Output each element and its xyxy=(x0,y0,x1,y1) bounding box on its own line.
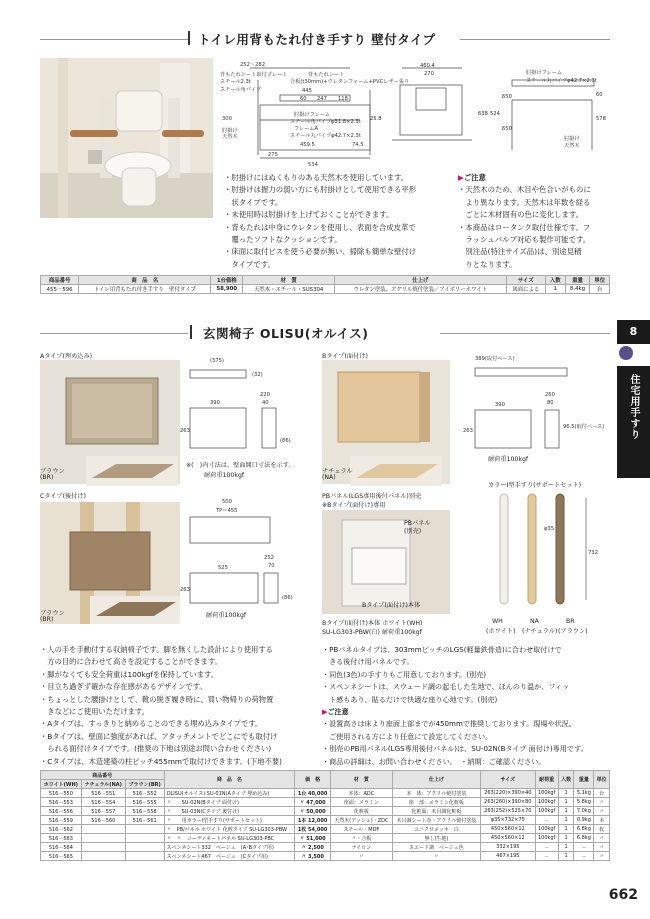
feature-line: ・肘掛けにはぬくもりのある天然木を使用しています。 xyxy=(224,173,409,182)
table-cell: 台 xyxy=(590,285,610,294)
table-row xyxy=(41,843,610,852)
table-row xyxy=(41,807,610,816)
dimB-0: 389(取付ベース) xyxy=(475,356,515,362)
dim-side-7: 60 xyxy=(300,96,307,102)
section2-feature-list-right xyxy=(322,644,588,768)
table-cell: ナイロン xyxy=(331,843,393,852)
table-cell: 図面による xyxy=(506,285,545,294)
typeB-load: 耐荷重100kgf xyxy=(488,456,529,463)
note-line: ご使用される方により任意にて設定してください。 xyxy=(322,731,493,741)
typeA-load: 耐荷重100kgf xyxy=(204,472,245,479)
dimB-4: 96.5(取付ベース) xyxy=(563,424,605,430)
table-cell: － xyxy=(535,843,558,852)
pb-callout2: Bタイプ(面付け)本体 xyxy=(362,602,421,609)
notes-heading: ▶ご注意 xyxy=(458,173,486,182)
table-cell: 本 体：アクリル焼付塗装 xyxy=(392,789,480,798)
typeA-open-photo xyxy=(86,456,178,486)
table-cell: 無し(生地) xyxy=(392,834,480,843)
table-cell: 天然木(アッシュ)・ZDC xyxy=(331,816,393,825)
section2-table-body xyxy=(41,789,610,861)
table-cell: 516－556 xyxy=(41,807,82,816)
col-header: 入数 xyxy=(558,771,574,789)
table-cell: 1 xyxy=(558,834,574,843)
table-cell: 本体：ADC xyxy=(331,789,393,798)
table-cell: 〃 3,500 xyxy=(295,852,331,861)
dim-side-0: 252～282 xyxy=(240,62,265,68)
page-number: 662 xyxy=(608,887,638,903)
front-view-drawing xyxy=(392,60,610,170)
feature-line: ・肘掛けは握力の弱い方にも肘掛けとして使用できる平形 xyxy=(224,185,417,195)
dim-side-5: 合板(t30mm)+ウレタンフォーム+PVCレザー張り xyxy=(290,79,410,85)
table-cell: 100kgf xyxy=(535,825,558,834)
dimC-1: TP＝455 xyxy=(216,508,238,514)
table-cell: 〃 SU-02N(Bタイプ 面付け) xyxy=(164,798,295,807)
table-cell xyxy=(81,852,125,861)
col-header: 重量 xyxy=(574,771,594,789)
col-header: 材 質 xyxy=(331,771,393,789)
typeC-drawing xyxy=(180,495,310,620)
table-cell xyxy=(125,843,164,852)
table-cell: 516－557 xyxy=(81,807,125,816)
table-cell: 〃 xyxy=(331,852,393,861)
table-row xyxy=(41,789,610,798)
chapter-number: 8 xyxy=(617,320,650,344)
feature-line: タイプです。 xyxy=(224,259,275,269)
typeA-color: ブラウン xyxy=(40,468,65,475)
dimA-2: 390 xyxy=(210,400,220,406)
dim-front-10: 578 xyxy=(596,116,606,122)
table-row xyxy=(41,852,610,861)
col-header: サイズ xyxy=(481,771,535,789)
table-cell: 5.8kg xyxy=(574,798,594,807)
dim-front-4: 肘掛け xyxy=(564,136,580,142)
note-line: ・天然木のため、木目や色合いがものに xyxy=(458,185,591,195)
feature-line: ・目立ち過ぎず確かな存在感があるデザインです。 xyxy=(40,682,207,692)
dimA-1: (32) xyxy=(252,372,263,378)
feature-line: ・床面に取付ビスを使う必要が無い、掃除も簡単な壁付け xyxy=(224,247,417,257)
table-cell: 100kgf xyxy=(535,834,558,843)
feature-line: ト感もあり、貼るだけで快適な座り心地です。(別売) xyxy=(322,694,498,704)
dim-front-3: スチール丸パイプφ42.7×2.3t xyxy=(526,78,597,84)
typeC-color-code: (BR) xyxy=(40,616,54,623)
pb-callout1b: (別売) xyxy=(404,528,422,535)
dim-side-14: スチール角パイプφ31.8×2.3t xyxy=(290,119,361,125)
typeC-label: Cタイプ(後付け) xyxy=(40,493,86,500)
table-cell: 332×195 xyxy=(481,843,535,852)
dimA-3: 220 xyxy=(260,392,270,398)
rail-len: 732 xyxy=(588,550,598,556)
table-cell: 516－563 xyxy=(41,834,82,843)
table-cell: 7.0kg xyxy=(574,807,594,816)
feature-line: ・Cタイプは、木造建築の柱ピッチ455mmで取付けできます。(下地不要) xyxy=(40,756,283,766)
triangle-icon: ▶ xyxy=(458,173,464,182)
dim-side-8: 247 xyxy=(317,96,327,102)
col-header: 1台価格 xyxy=(211,276,243,285)
table-cell: 〃 2,500 xyxy=(295,843,331,852)
table-cell: 台 xyxy=(594,789,610,798)
chapter-tab-label: 住宅用手すり xyxy=(628,374,639,440)
table-cell: 516－565 xyxy=(41,852,82,861)
feature-line: ・ちょっとした腰掛けとして、靴の脱ぎ履き時に、買い物帰りの荷物置 xyxy=(40,694,274,704)
feature-line: きなどにご使用いただけます。 xyxy=(40,707,149,717)
dimB-2: 260 xyxy=(545,392,555,398)
table-cell: 1台 40,000 xyxy=(295,789,331,798)
col-header: ブラウン(BR) xyxy=(125,780,164,789)
col-header: 単位 xyxy=(590,276,610,285)
dimA-6: (86) xyxy=(280,438,291,444)
col-header: 商 品 名 xyxy=(79,276,211,285)
table-cell: 450×560×12 xyxy=(481,834,535,843)
table-cell: 1 xyxy=(558,825,574,834)
title-rule-left xyxy=(40,39,188,40)
table-cell: 455－596 xyxy=(41,285,79,294)
table-cell: 〃 xyxy=(392,852,480,861)
dimB-3: 80 xyxy=(547,400,554,406)
rail-color-na: NA xyxy=(530,618,539,625)
chapter-tab xyxy=(617,366,650,478)
feature-line: ・背もたれは中身にウレタンを使用し、表面を合成皮革で xyxy=(224,222,416,232)
dim-front-9: 650 xyxy=(502,126,512,132)
typeC-open-photo xyxy=(90,596,180,624)
toilet-handrail-photo xyxy=(40,58,213,218)
table-cell: トイレ用背もたれ付き手すり 壁付タイプ xyxy=(79,285,211,294)
col-header: 仕上げ xyxy=(392,771,480,789)
table-cell: 516－558 xyxy=(125,807,164,816)
pb-label: PBパネル(LGS専用後付パネル)別売 xyxy=(322,493,422,500)
dim-side-13: 肘掛けフレーム xyxy=(294,112,331,118)
pb-caption1: Bタイプ(面付け)本体 ホワイト(WH) xyxy=(322,620,423,627)
section1-title: トイレ用背もたれ付き手すり 壁付タイプ xyxy=(198,32,436,47)
table-cell: 化粧板 xyxy=(331,807,393,816)
dimC-2: 525 xyxy=(218,565,228,571)
dim-front-11: 60 xyxy=(596,92,603,98)
dim-side-1: 背もたれシート取付プレート xyxy=(220,72,288,78)
note-line: 別注品(特注サイズ品)は、別途見積 xyxy=(458,247,582,257)
feature-line: 状タイプです。 xyxy=(224,197,283,207)
dimC-5: 263 xyxy=(180,587,190,593)
feature-line: ・同色(3色)の手すりもご用意しております。(別売) xyxy=(322,669,486,679)
table-cell: ユニクロメッキ 白 xyxy=(392,825,480,834)
table-cell xyxy=(81,843,125,852)
dimC-0: 500 xyxy=(222,499,232,505)
table-cell: 467×195 xyxy=(481,852,535,861)
section2-spec-table xyxy=(40,770,610,861)
section2-feature-list-left xyxy=(40,644,282,768)
feature-line: ・脚がなくても安全荷重は100kgfを保持しています。 xyxy=(40,669,219,679)
table-cell: 5.1kg xyxy=(574,789,594,798)
table-cell: 化粧面：木目調化粧板 xyxy=(392,807,480,816)
table-header-row xyxy=(41,771,610,780)
table-cell: 100kgf xyxy=(535,798,558,807)
col-header: ホワイト(WH) xyxy=(41,780,82,789)
table-cell xyxy=(81,825,125,834)
col-header: 仕上げ xyxy=(335,276,506,285)
dim-side-4: 背もたれシート xyxy=(308,72,345,78)
table-cell: 516－551 xyxy=(81,789,125,798)
dim-side-9: 118 xyxy=(338,96,348,102)
table-cell: 450×560×12 xyxy=(481,825,535,834)
table-row xyxy=(41,798,610,807)
table-cell: 1本 12,000 xyxy=(295,816,331,825)
col-header: サイズ xyxy=(506,276,545,285)
typeB-color: ナチュラル xyxy=(322,468,353,475)
dim-side-16: スチール丸パイプφ42.7×2.3t xyxy=(290,133,361,139)
table-cell: 516－554 xyxy=(81,798,125,807)
feature-line: ・スペンネシートは、スウェード調の起毛した生地で、ほんのり温か、フィッ xyxy=(322,682,570,692)
table-cell: 座 部：メラミン化粧板 xyxy=(392,798,480,807)
table-cell: 〃 51,000 xyxy=(295,834,331,843)
col-header: ナチュラル(NA) xyxy=(81,780,125,789)
table-cell: 枚 xyxy=(594,825,610,834)
title-rule-left-2 xyxy=(40,333,188,334)
dim-side-3: スチール角パイプ xyxy=(220,87,262,93)
dimB-5: 263 xyxy=(463,428,473,434)
col-header: 材 質 xyxy=(243,276,335,285)
dimC-4: 70 xyxy=(268,563,275,569)
table-cell: 516－560 xyxy=(81,816,125,825)
dim-side-15: フレームA xyxy=(294,126,319,132)
col-header-group: 商品番号 xyxy=(41,771,165,780)
rail-color-wh: WH xyxy=(492,618,503,625)
note-line: ラッシュバルブ対応も製作可能です。 xyxy=(458,235,591,245)
side-view-drawing xyxy=(220,60,410,170)
table-cell: 516－553 xyxy=(41,798,82,807)
table-cell: 1 xyxy=(558,789,574,798)
triangle-icon: ▶ xyxy=(322,707,328,717)
table-cell: 座面：メラミン xyxy=(331,798,393,807)
table-cell: 1 xyxy=(558,816,574,825)
table-cell: 本 xyxy=(594,816,610,825)
table-cell: 516－555 xyxy=(125,798,164,807)
table-cell: スペンネシート467 ベージュ (Cタイプ用) xyxy=(164,852,295,861)
table-cell: スペンネシート332 ベージュ (A･Bタイプ用) xyxy=(164,843,295,852)
dimB-1: 390 xyxy=(495,402,505,408)
note-line: ・別売のPB用パネル(LGS専用後付パネル)は、SU-02N(Bタイプ 面付け)専用です。 xyxy=(322,744,588,754)
typeB-color-code: (NA) xyxy=(322,474,336,481)
table-cell: 263(252)×525×70 xyxy=(481,807,535,816)
rail-label: カラーⅠ型手すり(サポートセット) xyxy=(488,482,582,489)
table-cell: 8.4kg xyxy=(565,285,590,294)
table-header-row xyxy=(41,276,610,285)
table-cell: 6.8kg xyxy=(574,834,594,843)
table-cell: － xyxy=(574,843,594,852)
table-cell: 〃 xyxy=(594,843,610,852)
dim-side-2: スチール2.3t xyxy=(220,79,251,85)
title-rule-right-2 xyxy=(440,333,610,334)
table-cell: 1 xyxy=(558,798,574,807)
feature-line: ・未使用時は肘掛けを上げておくことができます。 xyxy=(224,210,394,220)
table-cell: 〃 〃 コーディネートパネル SU-LG303-PBC xyxy=(164,834,295,843)
dim-side-20: 534 xyxy=(308,162,318,168)
col-header: 耐荷重 xyxy=(535,771,558,789)
section1-notes xyxy=(458,172,591,271)
table-cell: 〃 47,000 xyxy=(295,798,331,807)
dimA-5: 263 xyxy=(180,428,190,434)
title-marker xyxy=(188,31,190,45)
dim-side-12: 天然木 xyxy=(222,134,238,140)
table-cell: 1 xyxy=(558,807,574,816)
note-line: りとなります。 xyxy=(458,259,517,269)
table-cell xyxy=(125,825,164,834)
table-cell: 516－561 xyxy=(125,816,164,825)
table-cell xyxy=(125,834,164,843)
dim-side-18: 74.5 xyxy=(352,142,364,148)
rail-color-na-name: (ナチュラル) xyxy=(522,628,558,635)
typeA-footnote: ※( )内寸法は、壁面開口寸法を示す。 xyxy=(186,462,295,469)
dim-front-2: 肘掛けフレーム xyxy=(526,70,563,76)
table-cell: － xyxy=(574,852,594,861)
dim-side-6: 445 xyxy=(302,88,312,94)
col-header: 商品番号 xyxy=(41,276,79,285)
dimC-6: (86) xyxy=(282,595,293,601)
note-line: ・設置高さは床より座面上部までが450mmで推奨しております。現場や状況、 xyxy=(322,719,576,729)
feature-line: 方の目的に合わせて高さを設定することができます。 xyxy=(40,657,222,667)
dimC-3: 252 xyxy=(264,555,274,561)
table-cell: 6.8kg xyxy=(574,825,594,834)
table-cell: 〃 xyxy=(594,798,610,807)
dim-side-10: 300 xyxy=(222,116,232,122)
table-cell: 58,900 xyxy=(211,285,243,294)
note-line: ・商品の詳細は、お問い合わせください。 ・納期：ご確認ください。 xyxy=(322,756,546,766)
col-header: 重量 xyxy=(565,276,590,285)
col-header: 入数 xyxy=(546,276,566,285)
typeB-drawing xyxy=(455,352,605,462)
dim-front-8: 650 xyxy=(502,94,512,100)
table-cell: 516－562 xyxy=(41,825,82,834)
table-cell: － xyxy=(535,852,558,861)
rail-color-br-name: (ブラウン) xyxy=(558,628,588,635)
rail-drawing xyxy=(488,490,610,610)
table-cell: 0.9kg xyxy=(574,816,594,825)
table-cell: スエード調 ベージュ色 xyxy=(392,843,480,852)
rail-color-wh-name: (ホワイト) xyxy=(486,628,516,635)
dimA-0: (375) xyxy=(210,358,224,364)
table-cell: 516－564 xyxy=(41,843,82,852)
dim-front-5: 天然木 xyxy=(564,143,580,149)
table-cell: 516－550 xyxy=(41,789,82,798)
table-row xyxy=(41,834,610,843)
chapter-dot-icon xyxy=(619,346,633,360)
feature-line: られる面付けタイプです。(推奨の下地は別途お問い合わせください) xyxy=(40,744,272,754)
feature-line: ・人の手を手動付する収納椅子です。脚を無くした設計により使用する xyxy=(40,645,273,654)
section1-spec-table xyxy=(40,275,610,294)
pb-caption2: SU-LG303-PBW(白) 耐荷重100kgf xyxy=(322,629,422,636)
dim-front-7: 524 xyxy=(490,111,500,117)
col-header: 単位 xyxy=(594,771,610,789)
table-cell: 木目調シート巻・アクリル焼付塗装 xyxy=(392,816,480,825)
table-row xyxy=(41,825,610,834)
table-row xyxy=(41,816,610,825)
section2-title: 玄関椅子 OLISU(オルイス) xyxy=(203,326,369,341)
typeA-color-code: (BR) xyxy=(40,474,54,481)
dim-front-1: 270 xyxy=(424,71,434,77)
table-cell: 1 xyxy=(558,843,574,852)
table-cell: φ35×732×75 xyxy=(481,816,535,825)
table-cell: 天然木・スチール・SUS304 xyxy=(243,285,335,294)
table-cell: 〃 xyxy=(594,852,610,861)
dimA-4: 40 xyxy=(262,400,269,406)
dim-side-21: 25.8 xyxy=(370,116,382,122)
table-row xyxy=(41,285,610,294)
table-cell xyxy=(125,852,164,861)
note-line: より異なります。天然木は年数を経る xyxy=(458,197,591,207)
typeC-color: ブラウン xyxy=(40,610,65,617)
typeC-load: 耐荷重100kgf xyxy=(206,612,247,619)
col-header: 価 格 xyxy=(295,771,331,789)
dim-side-11: 肘掛け xyxy=(222,128,238,134)
feature-line: ・Bタイプは、壁面に強度があれば、アタッチメントでどこにでも取付け xyxy=(40,731,278,741)
title-marker-2 xyxy=(190,325,192,339)
dim-front-0: 460.4 xyxy=(420,63,435,69)
table-cell: 〃 用カラーⅠ型手すり(サポートセット) xyxy=(164,816,295,825)
table-cell: 〃・合板 xyxy=(331,834,393,843)
dim-front-6: 638 xyxy=(478,111,488,117)
notes-heading-2: ▶ご注意 xyxy=(322,707,349,717)
table-cell: 〃 xyxy=(594,834,610,843)
table-cell: スチール・MDF xyxy=(331,825,393,834)
table-cell: 100kgf xyxy=(535,807,558,816)
typeB-label: Bタイプ(面付け) xyxy=(322,353,368,360)
table-cell: － xyxy=(535,816,558,825)
table-cell: 100kgf xyxy=(535,789,558,798)
col-header: 商 品 名 xyxy=(164,771,295,789)
rail-color-br: BR xyxy=(566,618,575,625)
typeA-drawing xyxy=(180,352,310,462)
feature-line: きる後付け用パネルです。 xyxy=(322,657,414,667)
pb-sub: ※Bタイプ(面付け)専用 xyxy=(322,502,386,509)
table-cell: 516－552 xyxy=(125,789,164,798)
table-cell: 〃 SU-03N(Cタイプ 後付け) xyxy=(164,807,295,816)
dim-side-19: 275 xyxy=(268,152,278,158)
table-cell: 1 xyxy=(546,285,566,294)
pb-callout1: PBパネル xyxy=(404,520,431,527)
note-line: ごとに木材固有の色に変化します。 xyxy=(458,210,584,220)
table-cell: 263(220)×390×40 xyxy=(481,789,535,798)
table-cell: 〃 xyxy=(594,807,610,816)
table-cell: OLISU(オルイス) SU-01N(Aタイプ 埋め込み) xyxy=(164,789,295,798)
typeA-label: Aタイプ(埋め込み) xyxy=(40,353,93,360)
feature-line: ・Aタイプは、すっきりと納めることのできる埋め込みタイプです。 xyxy=(40,719,263,729)
feature-line: ・PBパネルタイプは、303mmピッチのLGS(軽量鉄骨造)に合わせ取付けで xyxy=(322,645,562,654)
title-rule-right xyxy=(460,39,610,40)
rail-dia: φ35 xyxy=(544,526,555,532)
table-cell: 〃 PB/パネル ホワイト 化粧タイプ SU-LG303-PBW xyxy=(164,825,295,834)
section1-feature-list xyxy=(224,172,416,271)
table-cell xyxy=(81,834,125,843)
note-line: ・本商品はロータンク取付仕様です。フ xyxy=(458,222,591,232)
table-cell: ウレタン塗装、アクリル焼付塗装／アイボリーホワイト xyxy=(335,285,506,294)
dim-side-17: 459.5 xyxy=(300,142,315,148)
table-cell: 516－559 xyxy=(41,816,82,825)
table-cell: 〃 50,000 xyxy=(295,807,331,816)
table-cell: 1枚 54,000 xyxy=(295,825,331,834)
feature-line: 覆ったソフトなクッションです。 xyxy=(224,235,342,245)
table-cell: 1 xyxy=(558,852,574,861)
table-cell: 263(260)×390×80 xyxy=(481,798,535,807)
typeB-open-photo xyxy=(350,456,442,486)
